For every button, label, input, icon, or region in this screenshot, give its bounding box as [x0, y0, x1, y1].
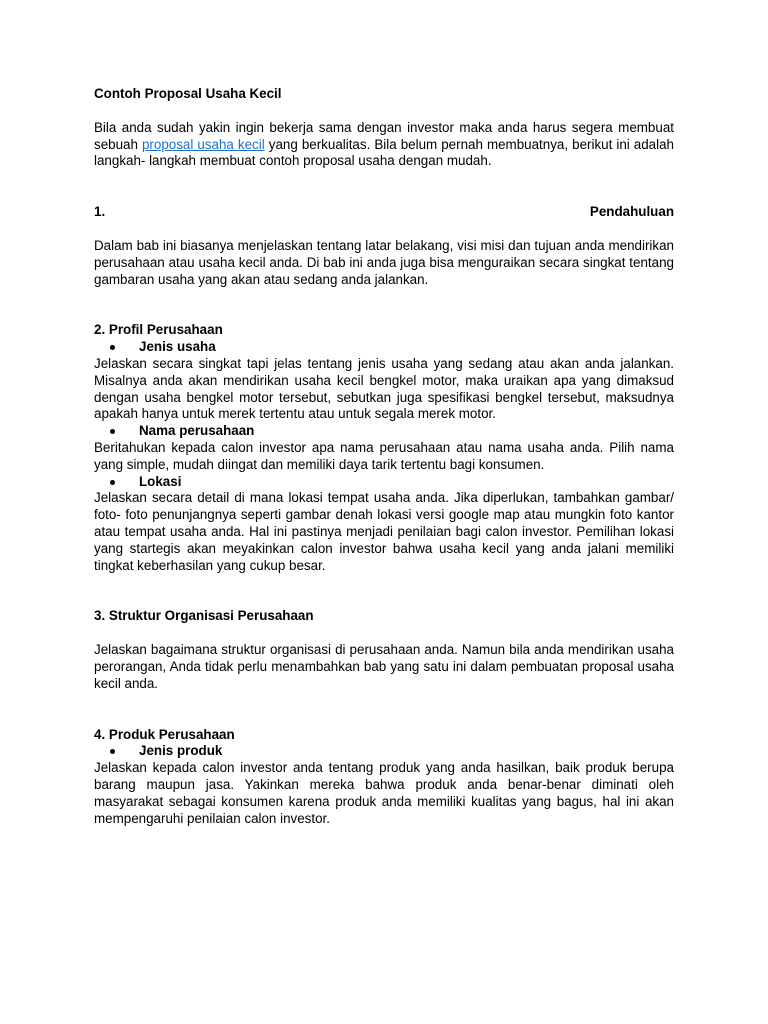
- lokasi-body: Jelaskan secara detail di mana lokasi tempat usaha anda. Jika diperlukan, tambahkan gambar/ foto- foto penunjangnya seperti gambar denah lokasi versi google map atau mungkin foto kantor atau tempat usaha anda. Hal ini pastinya menjadi penilaian bagi calon investor. Pemilihan lokasi yang startegis akan meyakinkan calon investor bahwa usaha kecil yang anda jalani memiliki tingkat keberhasilan yang cukup besar.: [94, 490, 674, 573]
- bullet-nama-perusahaan: Nama perusahaan: [94, 423, 674, 440]
- intro-text-after: yang berkualitas. Bila belum pernah membuatnya, berikut ini adalah langkah- langkah membuat contoh proposal usaha dengan mudah.: [94, 136, 674, 169]
- jenis-usaha-body: Jelaskan secara singkat tapi jelas tentang jenis usaha yang sedang atau akan anda jalankan. Misalnya anda akan mendirikan usaha kecil bengkel motor, maka uraikan apa yang dimaksud dengan usaha bengkel motor tersebut, sebutkan juga spesifikasi bengkel tersebut, maksudnya apakah hanya untuk merek tertentu atau untuk segala merek motor.: [94, 355, 674, 422]
- intro-text-before: Bila anda sudah yakin ingin bekerja sama dengan investor maka anda harus segera membuat sebuah: [94, 119, 674, 152]
- section-1-number: 1.: [94, 204, 106, 220]
- section-3-body: Jelaskan bagaimana struktur organisasi di perusahaan anda. Namun bila anda mendirikan usaha perorangan, Anda tidak perlu menambahkan bab yang satu ini dalam pembuatan proposal usaha kecil anda.: [94, 642, 674, 691]
- bullet-lokasi: Lokasi: [94, 474, 674, 491]
- section-4-heading: 4. Produk Perusahaan: [94, 726, 235, 742]
- section-1-title: Pendahuluan: [589, 204, 674, 220]
- section-3-heading: 3. Struktur Organisasi Perusahaan: [94, 608, 314, 624]
- bullet-jenis-usaha: Jenis usaha: [94, 339, 674, 356]
- intro-paragraph: [94, 120, 674, 170]
- jenis-produk-body: Jelaskan kepada calon investor anda tentang produk yang anda hasilkan, baik produk berupa barang maupun jasa. Yakinkan mereka bahwa produk anda benar-benar diminati oleh masyarakat sebagai konsumen karena produk anda memiliki kualitas yang bagus, hal ini akan mempengaruhi penilaian calon investor.: [94, 760, 674, 826]
- proposal-usaha-kecil-link[interactable]: proposal usaha kecil: [141, 136, 265, 152]
- bullet-jenis-produk: Jenis produk: [94, 743, 674, 760]
- section-2-heading: 2. Profil Perusahaan: [94, 322, 223, 338]
- document-title: Contoh Proposal Usaha Kecil: [94, 86, 282, 101]
- section-1-heading: [94, 204, 674, 221]
- document-page: [94, 86, 674, 827]
- section-1-body: Dalam bab ini biasanya menjelaskan tentang latar belakang, visi misi dan tujuan anda mendirikan perusahaan atau usaha kecil anda. Di bab ini anda juga bisa menguraikan secara singkat tentang gambaran usaha yang akan atau sedang anda jalankan.: [94, 237, 674, 287]
- nama-perusahaan-body: Beritahukan kepada calon investor apa nama perusahaan atau nama usaha anda. Pilih nama yang simple, mudah diingat dan memiliki daya tarik tertentu bagi konsumen.: [94, 439, 674, 472]
